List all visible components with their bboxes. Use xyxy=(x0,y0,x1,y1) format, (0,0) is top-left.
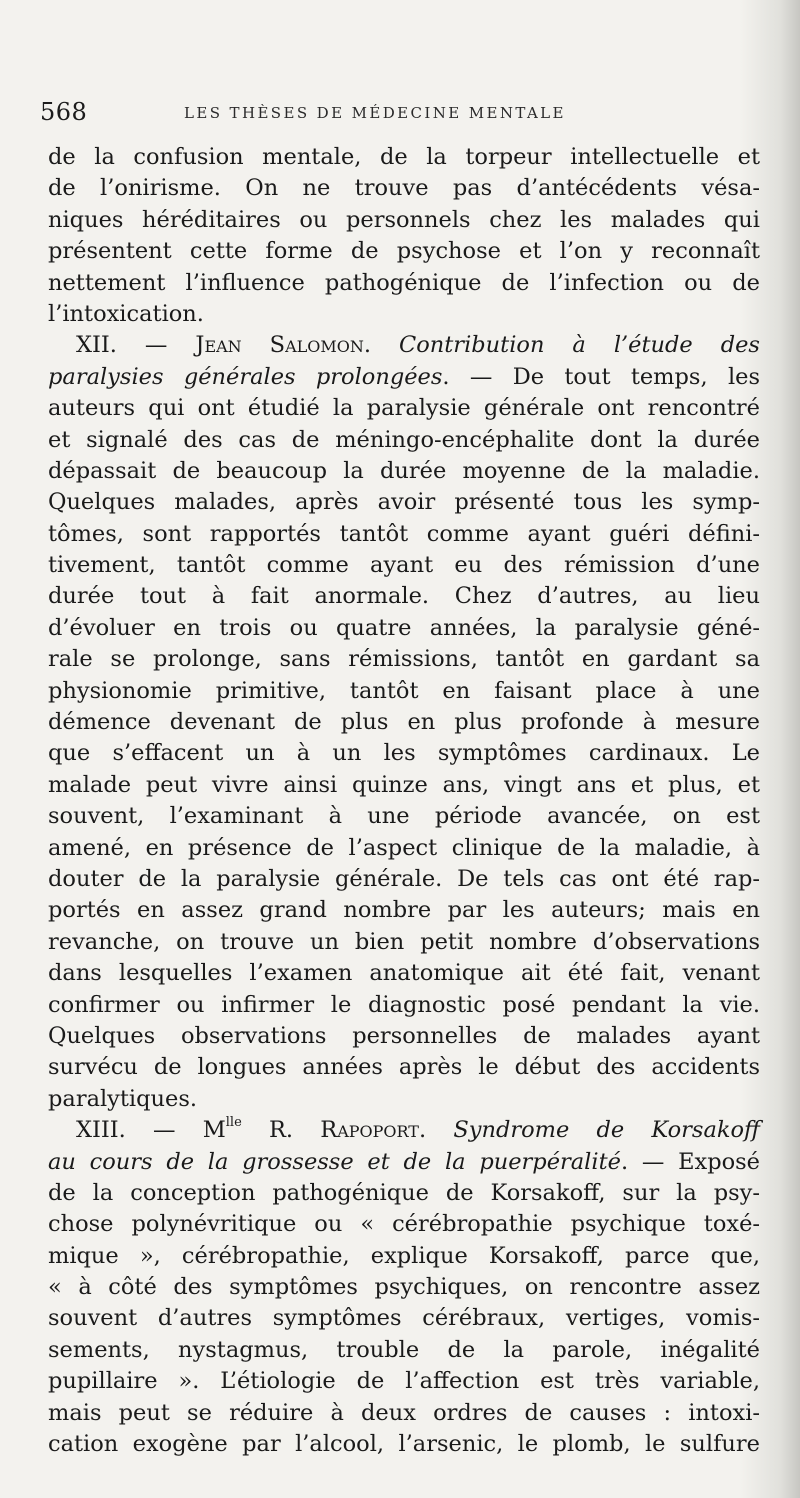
text-line: dépassait de beaucoup la durée moyenne de la maladie. xyxy=(48,457,760,484)
punctuation: . xyxy=(418,1117,454,1144)
text-line: Quelques malades, après avoir présenté tous les symp- xyxy=(48,489,760,516)
page-number: 568 xyxy=(40,98,88,126)
text-line: durée tout à fait anormale. Chez d’autres, au lieu xyxy=(48,583,760,610)
text-line: mique », cérébropathie, explique Korsakoff, parce que, xyxy=(48,1242,760,1269)
thesis-title: Contribution à l’étude des xyxy=(399,332,760,359)
text-line: d’évoluer en trois ou quatre années, la paralysie géné- xyxy=(48,614,760,641)
text-line: tivement, tantôt comme ayant eu des rémission d’une xyxy=(48,552,760,579)
text-line: sements, nystagmus, trouble de la parole, inégalité xyxy=(48,1336,760,1363)
text-line: cation exogène par l’alcool, l’arsenic, le plomb, le sulfure xyxy=(48,1431,760,1458)
body-text xyxy=(48,142,760,1460)
text-line: malade peut vivre ainsi quinze ans, vingt ans et plus, et xyxy=(48,771,760,798)
author-name: Rapoport xyxy=(320,1117,419,1144)
thesis-title: Syndrome de Korsakoff xyxy=(453,1117,760,1144)
text-line: paralytiques. xyxy=(48,1085,198,1112)
text-line: survécu de longues années après le début des accidents xyxy=(48,1054,760,1081)
text-line: dans lesquelles l’examen anatomique ait été fait, venant xyxy=(48,960,760,987)
text-line: physionomie primitive, tantôt en faisant place à une xyxy=(48,677,760,704)
running-head: LES THÈSES DE MÉDECINE MENTALE xyxy=(184,104,566,122)
author-name: Jean Salomon xyxy=(195,332,364,359)
text-line: démence devenant de plus en plus profonde à mesure xyxy=(48,709,760,736)
text-line: souvent, l’examinant à une période avancée, on est xyxy=(48,803,760,830)
punctuation: . xyxy=(363,332,400,359)
section-number: XIII. — M xyxy=(76,1117,226,1144)
text-line: rale se prolonge, sans rémissions, tantôt en gardant sa xyxy=(48,646,760,673)
text-line: Quelques observations personnelles de malades ayant xyxy=(48,1022,760,1049)
text-segment: . — Exposé xyxy=(620,1148,761,1175)
text-line: revanche, on trouve un bien petit nombre d’observations xyxy=(48,928,760,955)
text-line: chose polynévritique ou « cérébropathie psychique toxé- xyxy=(48,1211,760,1238)
text-line: de l’onirisme. On ne trouve pas d’antécédents vésa- xyxy=(48,175,760,202)
text-line: niques héréditaires ou personnels chez les malades qui xyxy=(48,206,760,233)
text-line: pupillaire ». L’étiologie de l’affection est très variable, xyxy=(48,1368,760,1395)
text-line: de la conception pathogénique de Korsakoff, sur la psy- xyxy=(48,1179,760,1206)
text-line: nettement l’influence pathogénique de l’infection ou de xyxy=(48,269,760,296)
text-line: portés en assez grand nombre par les auteurs; mais en xyxy=(48,897,760,924)
text-line: auteurs qui ont étudié la paralysie générale ont rencontré xyxy=(48,395,760,422)
text-line: de la confusion mentale, de la torpeur intellectuelle et xyxy=(48,144,760,170)
thesis-title: paralysies générales prolongées xyxy=(48,363,443,390)
text-line xyxy=(48,1147,760,1178)
text-line: confirmer ou infirmer le diagnostic posé pendant la vie. xyxy=(48,991,760,1018)
text-line: présentent cette forme de psychose et l’on y reconnaît xyxy=(48,238,760,265)
text-line: tômes, sont rapportés tantôt comme ayant guéri défini- xyxy=(48,520,760,547)
text-line: que s’effacent un à un les symptômes cardinaux. Le xyxy=(48,740,760,767)
text-line: souvent d’autres symptômes cérébraux, vertiges, vomis- xyxy=(48,1305,760,1332)
text-line: et signalé des cas de méningo-encéphalite dont la durée xyxy=(48,426,760,453)
text-line: « à côté des symptômes psychiques, on rencontre assez xyxy=(48,1274,760,1301)
title-superscript: lle xyxy=(225,1114,242,1130)
text-segment: . — De tout temps, les xyxy=(442,363,760,390)
section-heading-xiii xyxy=(48,1115,760,1146)
page-header xyxy=(40,96,760,130)
section-heading-xii xyxy=(48,330,760,361)
author-initial: R. xyxy=(241,1117,321,1144)
section-number: XII. — xyxy=(76,332,196,359)
text-line: douter de la paralysie générale. De tels cas ont été rap- xyxy=(48,865,760,892)
text-line: amené, en présence de l’aspect clinique de la maladie, à xyxy=(48,834,760,861)
text-line xyxy=(48,362,760,393)
text-line: mais peut se réduire à deux ordres de causes : intoxi- xyxy=(48,1399,760,1426)
thesis-title: au cours de la grossesse et de la puerpéralité xyxy=(48,1148,621,1175)
text-line: l’intoxication. xyxy=(48,300,204,327)
